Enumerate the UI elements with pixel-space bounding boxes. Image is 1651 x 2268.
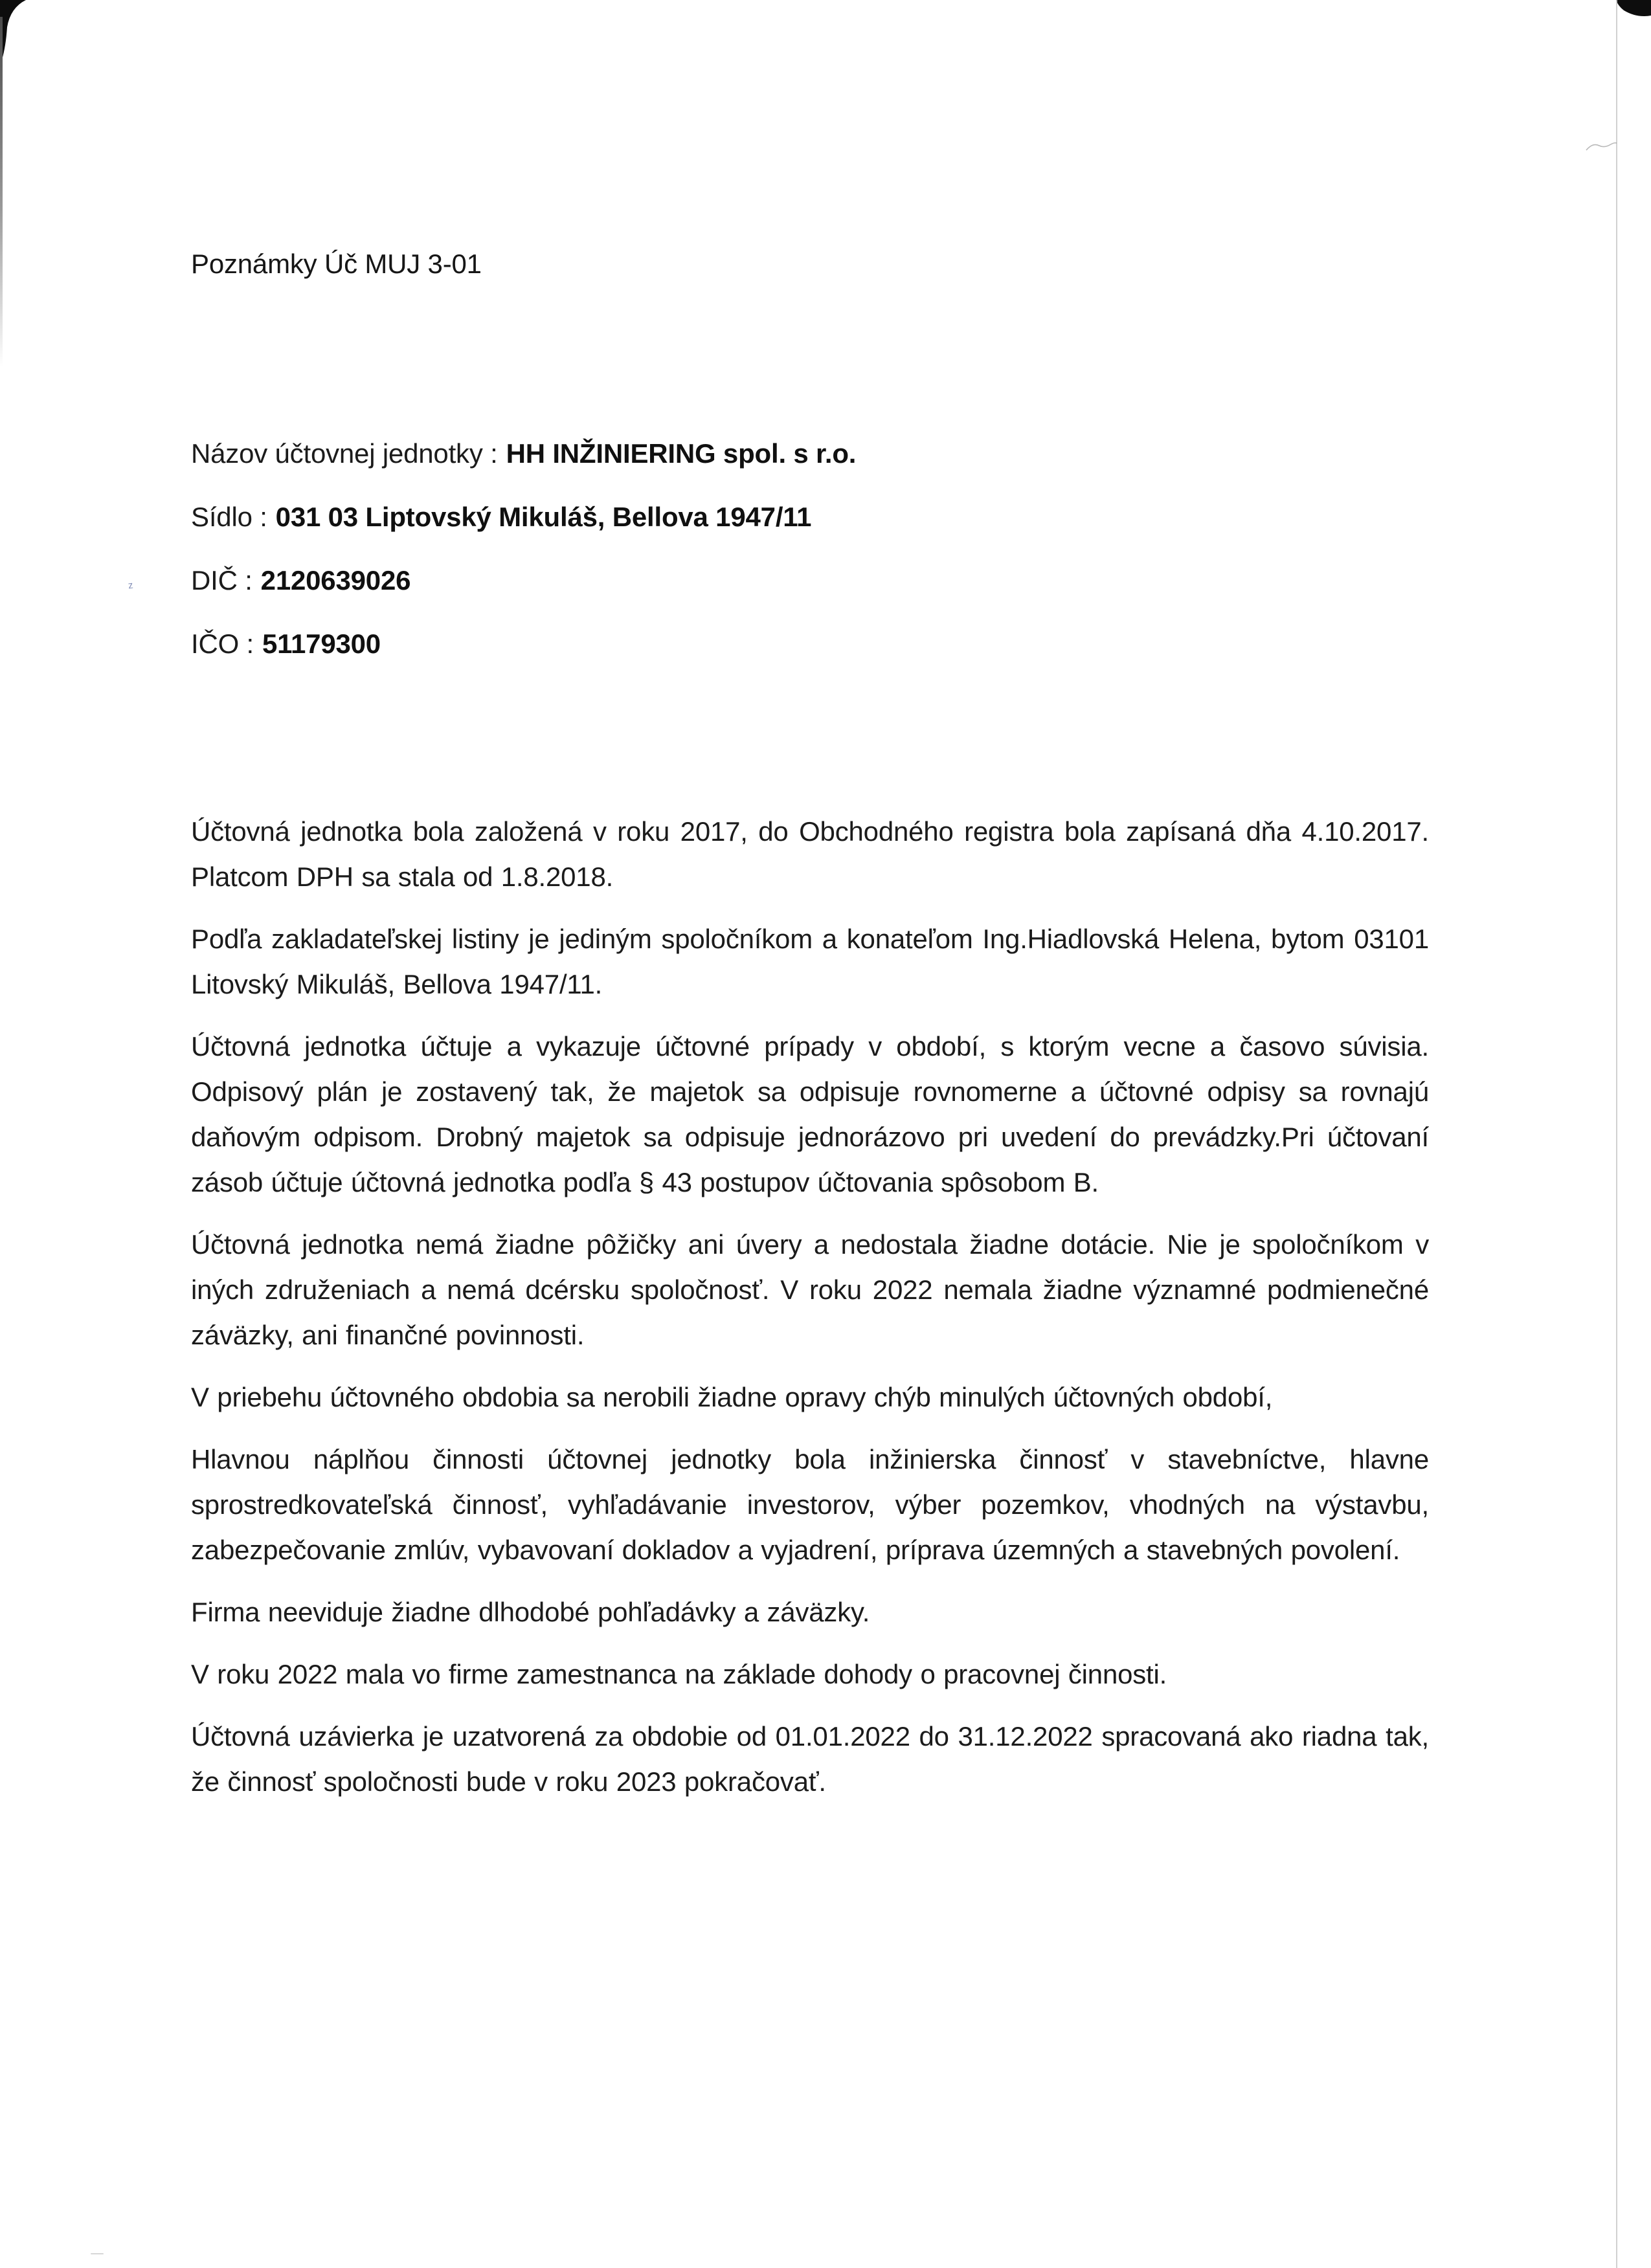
entity-name-line [191,422,856,485]
entity-dic-label: DIČ : [191,565,253,595]
scan-speck-mark: z [127,579,134,592]
paragraph: Hlavnou náplňou činnosti účtovnej jednotky bola inžinierska činnosť v stavebníctve, hlavne sprostredkovateľská činnosť, vyhľadávanie investorov, výber pozemkov, vhodných na výstavbu, zabezpečovanie zmlúv, vybavovaní dokladov a vyjadrení, príprava územných a stavebných povolení. [191,1444,1429,1565]
entity-name-value: HH INŽINIERING spol. s r.o. [506,438,857,469]
entity-ico-label: IČO : [191,628,254,659]
entity-address-value: 031 03 Liptovský Mikuláš, Bellova 1947/11 [275,502,812,532]
entity-name-label: Názov účtovnej jednotky : [191,438,498,469]
entity-address-line [191,485,856,549]
entity-ico-value: 51179300 [262,628,381,659]
paragraph: Firma neeviduje žiadne dlhodobé pohľadávky a záväzky. [191,1597,870,1627]
scan-smudge-squiggle [1585,137,1619,155]
scan-corner-artifact-top-right [1616,0,1651,21]
paragraph: Účtovná jednotka bola založená v roku 2017, do Obchodného registra bola zapísaná dňa 4.10.2017. Platcom DPH sa stala od 1.8.2018. [191,816,1429,892]
entity-info-block [191,422,856,676]
paragraph: Účtovná jednotka nemá žiadne pôžičky ani úvery a nedostala žiadne dotácie. Nie je spoločníkom v iných združeniach a nemá dcérsku spoločnosť. V roku 2022 nemala žiadne významné podmienečné záväzky, ani finančné povinnosti. [191,1229,1429,1350]
scan-edge-line-left [0,17,3,366]
form-code-title: Poznámky Úč MUJ 3-01 [191,249,482,279]
scan-corner-artifact-top-left [0,0,27,60]
scan-edge-line-right [1616,0,1617,2268]
entity-address-label: Sídlo : [191,502,267,532]
paragraph: V priebehu účtovného obdobia sa nerobili žiadne opravy chýb minulých účtovných období, [191,1382,1273,1412]
paragraph: V roku 2022 mala vo firme zamestnanca na základe dohody o pracovnej činnosti. [191,1659,1167,1689]
entity-ico-line [191,612,856,676]
scan-speck-dash [91,2253,104,2254]
paragraph: Účtovná jednotka účtuje a vykazuje účtovné prípady v období, s ktorým vecne a časovo súvisia. Odpisový plán je zostavený tak, že majetok sa odpisuje rovnomerne a účtovné odpisy sa rovnajú daňovým odpisom. Drobný majetok sa odpisuje jednorázovo pri uvedení do prevádzky.Pri účtovaní zásob účtuje účtovná jednotka podľa § 43 postupov účtovania spôsobom B. [191,1031,1429,1197]
paragraph: Účtovná uzávierka je uzatvorená za obdobie od 01.01.2022 do 31.12.2022 spracovaná ako riadna tak, že činnosť spoločnosti bude v roku 2023 pokračovať. [191,1721,1429,1797]
paragraph: Podľa zakladateľskej listiny je jediným spoločníkom a konateľom Ing.Hiadlovská Helena, bytom 03101 Litovský Mikuláš, Bellova 1947/11. [191,924,1429,999]
notes-body [191,809,1429,1821]
entity-dic-value: 2120639026 [260,565,411,595]
entity-dic-line [191,549,856,612]
